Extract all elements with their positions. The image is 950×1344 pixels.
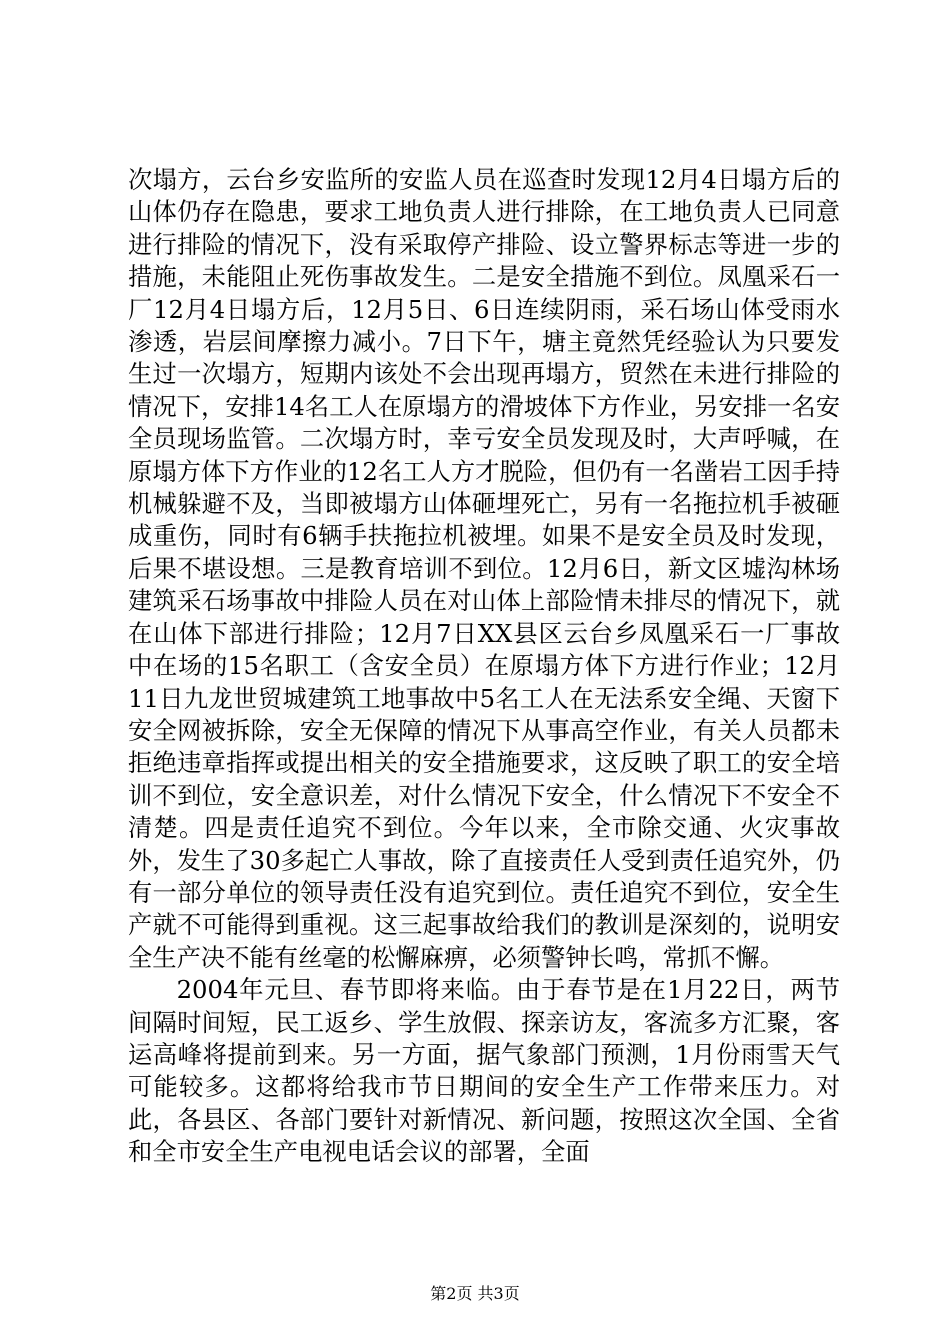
page-footer: 第2页 共3页 [430,1284,520,1303]
document-body [128,164,840,1169]
paragraph-2: 2004年元旦、春节即将来临。由于春节是在1月22日，两节间隔时间短，民工返乡、学生放假、探亲访友，客流多方汇聚，客运高峰将提前到来。另一方面，据气象部门预测，1月份雨雪天气可能较多。这都将给我市节日期间的安全生产工作带来压力。对此，各县区、各部门要针对新情况、新问题，按照这次全国、全省和全市安全生产电视电话会议的部署，全面 [128,975,840,1167]
paragraph-1: 次塌方，云台乡安监所的安监人员在巡查时发现12月4日塌方后的山体仍存在隐患，要求工地负责人进行排除，在工地负责人已同意进行排险的情况下，没有采取停产排险、设立警界标志等进一步的措施，未能阻止死伤事故发生。二是安全措施不到位。凤凰采石一厂12月4日塌方后，12月5日、6日连续阴雨，采石场山体受雨水渗透，岩层间摩擦力减小。7日下午，塘主竟然凭经验认为只要发生过一次塌方，短期内该处不会出现再塌方，贸然在未进行排险的情况下，安排14名工人在原塌方的滑坡体下方作业，另安排一名安全员现场监管。二次塌方时，幸亏安全员发现及时，大声呼喊，在原塌方体下方作业的12名工人方才脱险，但仍有一名凿岩工因手持机械躲避不及，当即被塌方山体砸埋死亡，另有一名拖拉机手被砸成重伤，同时有6辆手扶拖拉机被埋。如果不是安全员及时发现，后果不堪设想。三是教育培训不到位。12月6日，新文区墟沟林场建筑采石场事故中排险人员在对山体上部险情未排尽的情况下，就在山体下部进行排险；12月7日XX县区云台乡凤凰采石一厂事故中在场的15名职工（含安全员）在原塌方体下方进行作业；12月11日九龙世贸城建筑工地事故中5名工人在无法系安全绳、天窗下安全网被拆除，安全无保障的情况下从事高空作业，有关人员都未拒绝违章指挥或提出相关的安全措施要求，这反映了职工的安全培训不到位，安全意识差，对什么情况下安全，什么情况下不安全不清楚。四是责任追究不到位。今年以来，全市除交通、火灾事故外，发生了30多起亡人事故，除了直接责任人受到责任追究外，仍有一部分单位的领导责任没有追究到位。责任追究不到位，安全生产就不可能得到重视。这三起事故给我们的教训是深刻的，说明安全生产决不能有丝毫的松懈麻痹，必须警钟长鸣，常抓不懈。 [128,165,840,972]
